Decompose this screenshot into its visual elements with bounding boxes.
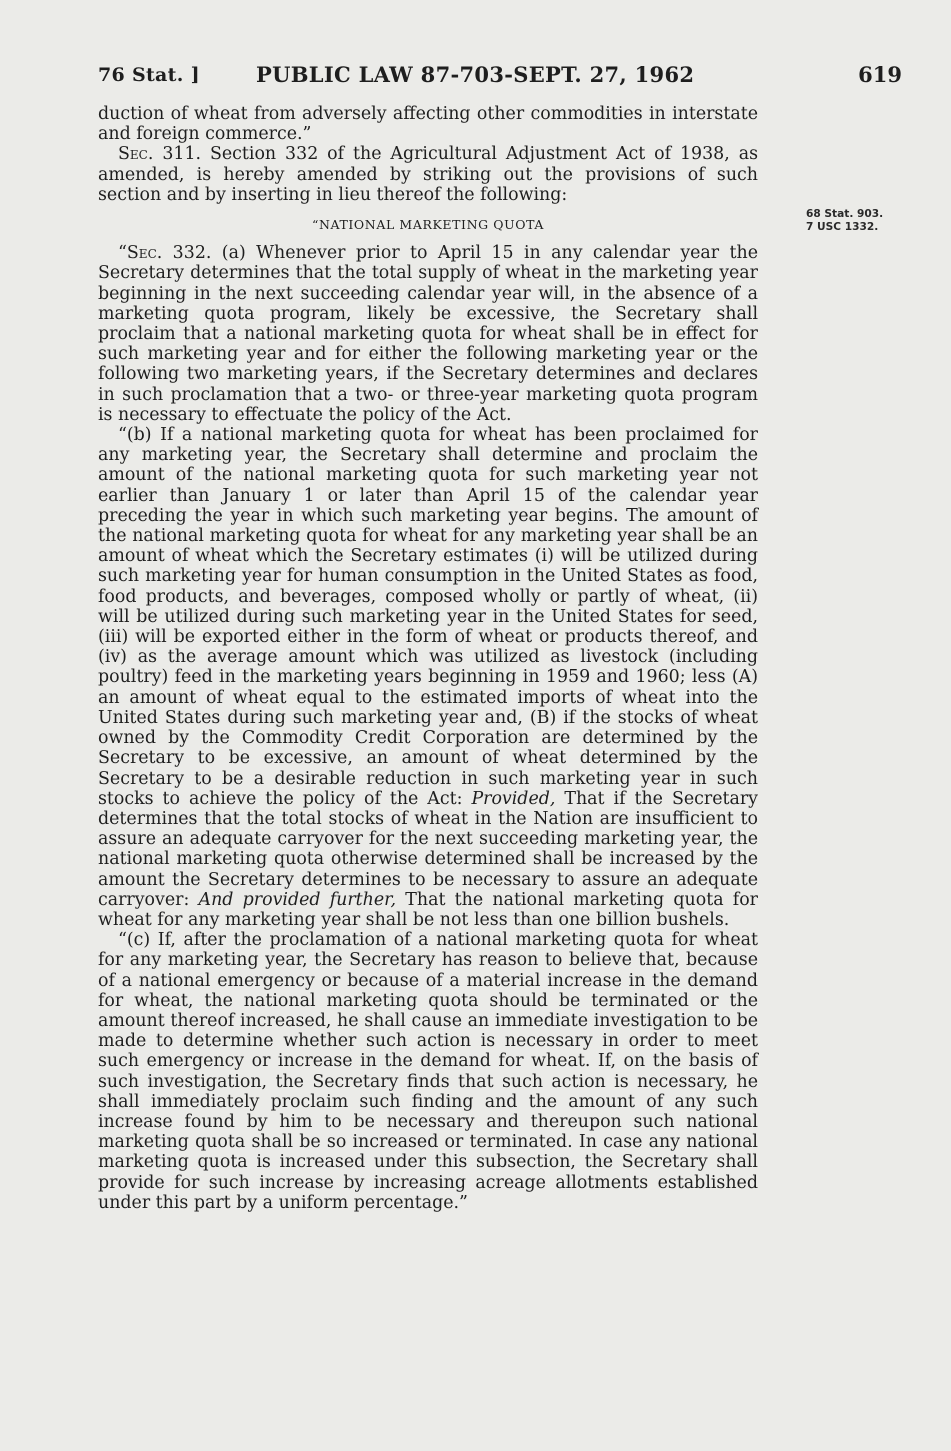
provided-italic: Provided, — [471, 788, 556, 809]
page-title: PUBLIC LAW 87-703-SEPT. 27, 1962 — [256, 62, 695, 87]
subsection-b-text-3: That the national marketing quota for wheat for any marketing year shall be not less than one billion bushels. — [98, 889, 758, 930]
provided-further-italic: And provided further, — [198, 889, 397, 910]
paragraph-section-311 — [98, 144, 758, 205]
page-header — [98, 60, 906, 94]
margin-citation-usc: 7 USC 1332. — [806, 221, 879, 233]
paragraph-subsection-b — [98, 425, 758, 930]
section-heading: “NATIONAL MARKETING QUOTA — [311, 217, 545, 233]
paragraph-continuation: duction of wheat from adversely affecting other commodities in interstate and foreign commerce.” — [98, 104, 758, 145]
document-body — [98, 104, 758, 1213]
section-label: Sec. — [118, 144, 154, 165]
section-332a-text: 332. (a) Whenever prior to April 15 in any calendar year the Secretary determines that the total supply of wheat in the marketing year beginning in the next succeeding calendar year will, in the absence of a marketing quota program, likely be excessive, the Secretary shall proclaim that a national marketing quota for wheat shall be in effect for such marketing year and for either the following marketing year or the following two marketing years, if the Secretary determines and declares in such proclamation that a two- or three-year marketing quota program is necessary to effectuate the policy of the Act. — [98, 243, 758, 425]
margin-citation-stat: 68 Stat. 903. — [806, 208, 884, 220]
section-311-text: 311. Section 332 of the Agricultural Adjustment Act of 1938, as amended, is hereby amended by striking out the provisions of such section and by inserting in lieu thereof the following: — [98, 144, 758, 205]
subsection-b-text-2: That if the Secretary determines that the total stocks of wheat in the Nation are insufficient to assure an adequate carryover for the next succeeding marketing year, the national marketing quota otherwise determined shall be increased by the amount the Secretary determines to be necessary to assure an adequate carryover: — [98, 788, 758, 910]
open-quote: “ — [118, 243, 127, 264]
paragraph-section-332a — [98, 243, 758, 425]
margin-citation — [806, 208, 916, 234]
page-number: 619 — [858, 62, 902, 87]
subsection-b-text-1: “(b) If a national marketing quota for wheat has been proclaimed for any marketing year, the Secretary shall determine and proclaim the amount of the national marketing quota for such marketing year not earlier than January 1 or later than April 15 of the calendar year preceding the year in which such marketing year begins. The amount of the national marketing quota for wheat for any marketing year shall be an amount of wheat which the Secretary estimates (i) will be utilized during such marketing year for human consumption in the United States as food, food products, and beverages, composed wholly or partly of wheat, (ii) will be utilized during such marketing year in the United States for seed, (iii) will be exported either in the form of wheat or products thereof, and (iv) as the average amount which was utilized as livestock (including poultry) feed in the marketing years beginning in 1959 and 1960; less (A) an amount of wheat equal to the estimated imports of wheat into the United States during such marketing year and, (B) if the stocks of wheat owned by the Commodity Credit Corporation are determined by the Secretary to be excessive, an amount of wheat determined by the Secretary to be a desirable reduction in such marketing year in such stocks to achieve the policy of the Act: — [98, 425, 758, 809]
statute-volume: 76 Stat. ] — [98, 64, 200, 86]
paragraph-subsection-c: “(c) If, after the proclamation of a national marketing quota for wheat for any marketing year, the Secretary has reason to believe that, because of a national emergency or because of a material increase in the demand for wheat, the national marketing quota should be terminated or the amount thereof increased, he shall cause an immediate investigation to be made to determine whether such action is necessary in order to meet such emergency or increase in the demand for wheat. If, on the basis of such investigation, the Secretary finds that such action is necessary, he shall immediately proclaim such finding and the amount of any such increase found by him to be necessary and thereupon such national marketing quota shall be so increased or terminated. In case any national marketing quota is increased under this subsection, the Secretary shall provide for such increase by increasing acreage allotments established under this part by a uniform percentage.” — [98, 930, 758, 1213]
section-label: Sec. — [126, 243, 163, 264]
